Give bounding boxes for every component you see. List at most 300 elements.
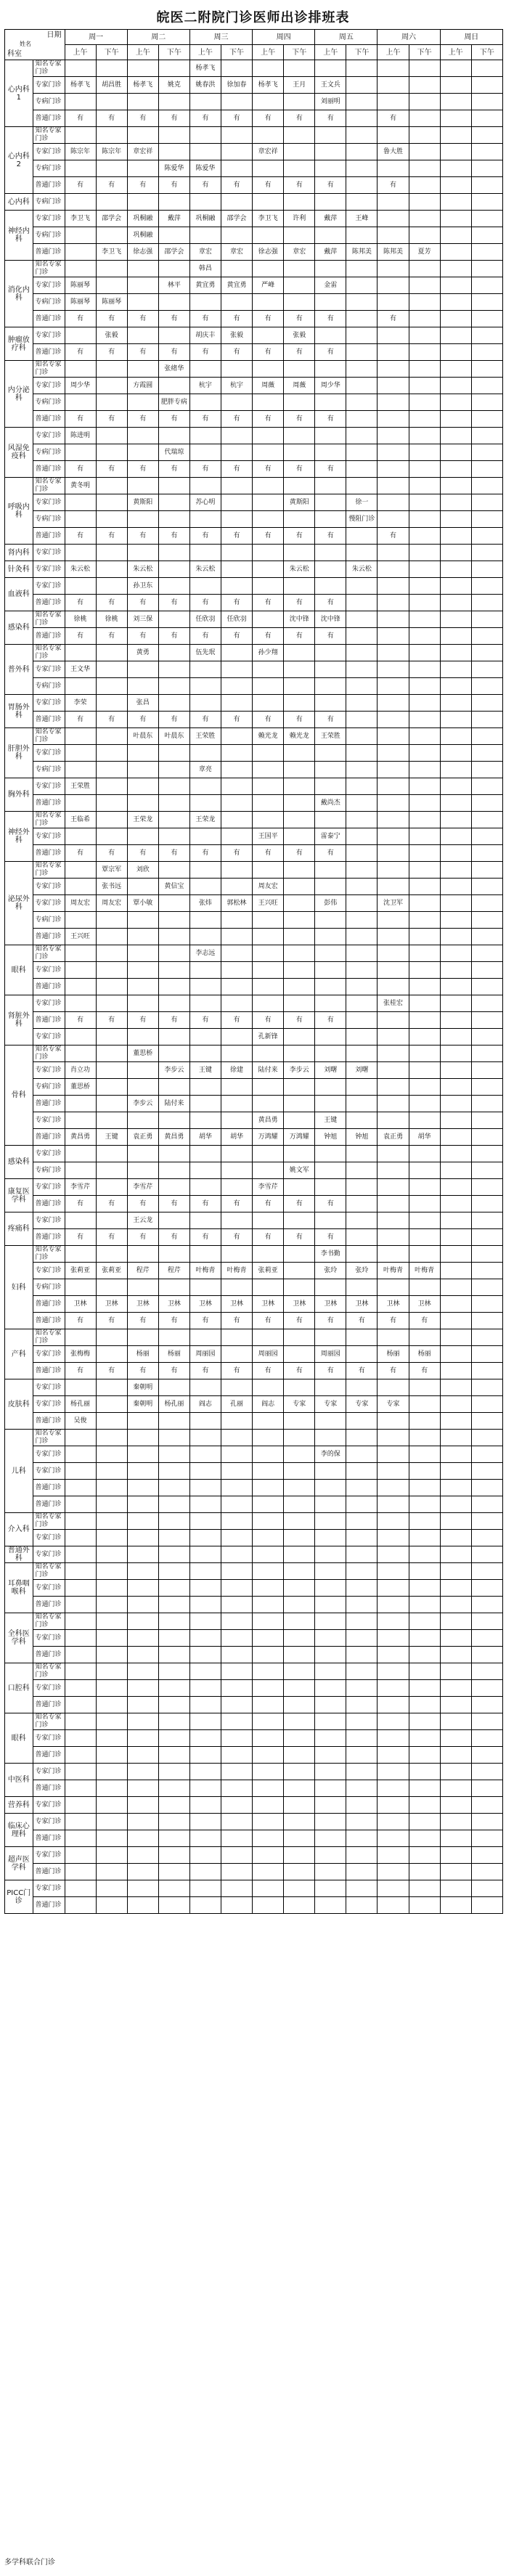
- schedule-cell: [65, 394, 96, 411]
- schedule-cell: [189, 194, 221, 211]
- schedule-cell: 有: [253, 411, 284, 428]
- schedule-cell: [221, 1513, 252, 1530]
- schedule-cell: [440, 1012, 471, 1029]
- schedule-cell: [471, 378, 502, 394]
- schedule-cell: [346, 1196, 378, 1212]
- schedule-cell: [378, 1112, 409, 1129]
- schedule-cell: [378, 261, 409, 277]
- schedule-row: [5, 311, 503, 327]
- schedule-cell: [440, 1212, 471, 1229]
- schedule-cell: 有: [189, 1313, 221, 1329]
- schedule-cell: 阎志: [189, 1396, 221, 1413]
- clinic-type: 知名专家门诊: [33, 645, 65, 661]
- schedule-cell: [158, 127, 189, 144]
- schedule-cell: [253, 1079, 284, 1096]
- schedule-cell: [127, 745, 158, 762]
- schedule-cell: [284, 1613, 315, 1630]
- schedule-cell: [440, 1396, 471, 1413]
- schedule-cell: 张炜: [189, 895, 221, 912]
- clinic-type: 普通门诊: [33, 311, 65, 327]
- schedule-cell: 有: [221, 1363, 252, 1379]
- schedule-cell: 有: [158, 595, 189, 611]
- schedule-cell: [65, 1713, 96, 1730]
- clinic-type: 普通门诊: [33, 1780, 65, 1797]
- clinic-type: 知名专家门诊: [33, 261, 65, 277]
- schedule-cell: [253, 1162, 284, 1179]
- schedule-cell: [284, 1580, 315, 1597]
- schedule-cell: [378, 1329, 409, 1346]
- schedule-cell: [409, 611, 440, 628]
- schedule-cell: [378, 394, 409, 411]
- schedule-cell: [127, 1847, 158, 1864]
- schedule-cell: [96, 227, 127, 244]
- schedule-cell: [409, 1196, 440, 1212]
- schedule-cell: [440, 1747, 471, 1764]
- schedule-cell: 黄斯阳: [127, 494, 158, 511]
- schedule-cell: [158, 60, 189, 77]
- schedule-cell: 有: [315, 461, 346, 478]
- schedule-cell: [440, 1830, 471, 1847]
- schedule-cell: [158, 1563, 189, 1580]
- schedule-cell: [378, 1446, 409, 1463]
- schedule-cell: [127, 778, 158, 795]
- schedule-cell: [471, 1430, 502, 1446]
- schedule-cell: [315, 945, 346, 962]
- schedule-cell: [315, 695, 346, 712]
- schedule-cell: [221, 361, 252, 378]
- schedule-cell: [346, 1046, 378, 1062]
- schedule-cell: [65, 762, 96, 778]
- schedule-cell: 严峰: [253, 277, 284, 294]
- schedule-cell: [284, 1513, 315, 1530]
- schedule-cell: [346, 1830, 378, 1847]
- schedule-cell: [127, 661, 158, 678]
- schedule-cell: 邵学会: [96, 211, 127, 227]
- schedule-cell: [189, 545, 221, 561]
- schedule-cell: [440, 828, 471, 845]
- schedule-cell: [96, 1563, 127, 1580]
- schedule-cell: [96, 277, 127, 294]
- schedule-cell: [346, 1513, 378, 1530]
- schedule-cell: [127, 1480, 158, 1496]
- schedule-cell: 有: [96, 110, 127, 127]
- schedule-cell: [346, 1814, 378, 1830]
- schedule-cell: [189, 1697, 221, 1713]
- schedule-cell: [346, 1430, 378, 1446]
- schedule-cell: [409, 1897, 440, 1914]
- schedule-cell: 有: [189, 1196, 221, 1212]
- schedule-cell: 慢阻门诊: [346, 511, 378, 528]
- schedule-cell: [471, 728, 502, 745]
- schedule-cell: [440, 1613, 471, 1630]
- schedule-cell: [221, 1730, 252, 1747]
- schedule-cell: [315, 1279, 346, 1296]
- schedule-cell: [378, 1480, 409, 1496]
- schedule-row: [5, 1830, 503, 1847]
- schedule-cell: [471, 1229, 502, 1246]
- schedule-cell: 方霞圆: [127, 378, 158, 394]
- schedule-cell: [284, 1446, 315, 1463]
- schedule-row: [5, 1897, 503, 1914]
- schedule-cell: [221, 261, 252, 277]
- schedule-cell: [96, 929, 127, 945]
- clinic-type: 专家门诊: [33, 1112, 65, 1129]
- schedule-row: [5, 1530, 503, 1546]
- clinic-type: 专家门诊: [33, 1446, 65, 1463]
- schedule-cell: [315, 929, 346, 945]
- schedule-cell: [378, 795, 409, 812]
- schedule-row: [5, 1246, 503, 1263]
- schedule-row: [5, 1563, 503, 1580]
- schedule-row: [5, 1730, 503, 1747]
- schedule-row: [5, 1129, 503, 1146]
- schedule-cell: [409, 110, 440, 127]
- schedule-cell: 有: [96, 1363, 127, 1379]
- schedule-cell: [284, 1263, 315, 1279]
- schedule-cell: 杨孔丽: [158, 1396, 189, 1413]
- schedule-cell: [284, 1179, 315, 1196]
- schedule-cell: 有: [346, 1363, 378, 1379]
- schedule-cell: [378, 578, 409, 595]
- schedule-cell: [189, 678, 221, 695]
- schedule-cell: [189, 1630, 221, 1647]
- schedule-row: [5, 110, 503, 127]
- schedule-cell: [253, 194, 284, 211]
- schedule-cell: [471, 995, 502, 1012]
- schedule-cell: 有: [96, 845, 127, 862]
- schedule-cell: [96, 1029, 127, 1046]
- department-name: 妇科: [5, 1246, 33, 1329]
- schedule-cell: [189, 1430, 221, 1446]
- schedule-cell: [471, 528, 502, 545]
- schedule-cell: 覃小敏: [127, 895, 158, 912]
- schedule-cell: [158, 1797, 189, 1814]
- clinic-type: 普通门诊: [33, 1897, 65, 1914]
- schedule-cell: [158, 578, 189, 595]
- clinic-type: 普通门诊: [33, 244, 65, 261]
- schedule-cell: [409, 1496, 440, 1513]
- schedule-row: [5, 929, 503, 945]
- schedule-row: [5, 695, 503, 712]
- schedule-cell: [440, 1296, 471, 1313]
- schedule-cell: [65, 227, 96, 244]
- clinic-type: 专家门诊: [33, 1263, 65, 1279]
- schedule-cell: [253, 1580, 284, 1597]
- schedule-cell: [253, 1797, 284, 1814]
- schedule-cell: [346, 828, 378, 845]
- schedule-row: [5, 1480, 503, 1496]
- schedule-cell: [315, 812, 346, 828]
- schedule-cell: 钟旭: [346, 1129, 378, 1146]
- schedule-cell: [315, 394, 346, 411]
- schedule-cell: 卫林: [284, 1296, 315, 1313]
- schedule-row: [5, 1764, 503, 1780]
- schedule-row: [5, 1613, 503, 1630]
- schedule-cell: [96, 1062, 127, 1079]
- schedule-cell: [378, 1764, 409, 1780]
- schedule-cell: 周友宏: [65, 895, 96, 912]
- schedule-cell: [189, 1379, 221, 1396]
- schedule-cell: 有: [253, 1012, 284, 1029]
- clinic-type: 知名专家门诊: [33, 1046, 65, 1062]
- schedule-cell: [378, 411, 409, 428]
- schedule-cell: [471, 1396, 502, 1413]
- schedule-row: [5, 277, 503, 294]
- schedule-cell: 有: [96, 311, 127, 327]
- schedule-cell: [221, 1697, 252, 1713]
- schedule-cell: [409, 912, 440, 929]
- schedule-row: [5, 1363, 503, 1379]
- schedule-cell: 有: [315, 344, 346, 361]
- schedule-cell: [346, 728, 378, 745]
- schedule-cell: [158, 1864, 189, 1880]
- schedule-cell: [440, 1663, 471, 1680]
- schedule-cell: [158, 611, 189, 628]
- schedule-cell: [189, 127, 221, 144]
- schedule-cell: 有: [284, 1363, 315, 1379]
- schedule-cell: [346, 1563, 378, 1580]
- schedule-cell: 有: [65, 628, 96, 645]
- clinic-type: 普通门诊: [33, 528, 65, 545]
- schedule-cell: [315, 194, 346, 211]
- schedule-cell: [440, 1463, 471, 1480]
- schedule-cell: [65, 1814, 96, 1830]
- schedule-cell: 专家: [346, 1396, 378, 1413]
- schedule-cell: [471, 1296, 502, 1313]
- schedule-cell: 秦朝明: [127, 1396, 158, 1413]
- schedule-row: [5, 1496, 503, 1513]
- schedule-cell: [471, 1830, 502, 1847]
- schedule-cell: [346, 110, 378, 127]
- schedule-cell: [284, 862, 315, 879]
- schedule-cell: 李的保: [315, 1446, 346, 1463]
- schedule-cell: 有: [253, 1196, 284, 1212]
- schedule-cell: 有: [127, 177, 158, 194]
- schedule-cell: [158, 1780, 189, 1797]
- schedule-cell: [96, 812, 127, 828]
- schedule-cell: 叶梅青: [409, 1263, 440, 1279]
- schedule-cell: [378, 1430, 409, 1446]
- schedule-cell: [221, 144, 252, 160]
- schedule-cell: [96, 1346, 127, 1363]
- schedule-cell: [284, 695, 315, 712]
- schedule-row: [5, 94, 503, 110]
- schedule-row: [5, 1162, 503, 1179]
- schedule-cell: [409, 528, 440, 545]
- schedule-cell: [409, 661, 440, 678]
- schedule-cell: 胡庆丰: [189, 327, 221, 344]
- clinic-type: 普通门诊: [33, 1012, 65, 1029]
- schedule-cell: [127, 1747, 158, 1764]
- schedule-cell: [346, 661, 378, 678]
- schedule-cell: [189, 1580, 221, 1597]
- schedule-cell: [65, 1680, 96, 1697]
- schedule-cell: 杨丽: [127, 1346, 158, 1363]
- schedule-cell: [440, 1112, 471, 1129]
- schedule-cell: [471, 912, 502, 929]
- schedule-row: [5, 1079, 503, 1096]
- schedule-cell: [440, 879, 471, 895]
- schedule-cell: [346, 1713, 378, 1730]
- schedule-cell: 有: [409, 1313, 440, 1329]
- schedule-cell: [96, 545, 127, 561]
- schedule-cell: [284, 1546, 315, 1563]
- schedule-cell: 有: [284, 461, 315, 478]
- schedule-cell: 章宏: [284, 244, 315, 261]
- schedule-cell: [346, 428, 378, 444]
- clinic-type: 专家门诊: [33, 1630, 65, 1647]
- schedule-cell: [440, 1880, 471, 1897]
- schedule-cell: 有: [378, 1313, 409, 1329]
- schedule-cell: [284, 912, 315, 929]
- schedule-cell: 王荣龙: [127, 812, 158, 828]
- schedule-cell: [315, 1597, 346, 1613]
- schedule-cell: [127, 277, 158, 294]
- schedule-cell: [158, 795, 189, 812]
- schedule-cell: 彭伟: [315, 895, 346, 912]
- schedule-cell: 张玲: [315, 1263, 346, 1279]
- schedule-cell: [378, 962, 409, 979]
- schedule-cell: [127, 127, 158, 144]
- schedule-cell: [346, 1764, 378, 1780]
- schedule-cell: [221, 1680, 252, 1697]
- schedule-cell: [315, 1212, 346, 1229]
- schedule-cell: [284, 394, 315, 411]
- period-header: 上午: [65, 45, 96, 60]
- schedule-row: [5, 1029, 503, 1046]
- schedule-cell: 有: [65, 461, 96, 478]
- schedule-cell: [284, 127, 315, 144]
- schedule-cell: [189, 578, 221, 595]
- schedule-cell: [189, 995, 221, 1012]
- schedule-cell: [253, 494, 284, 511]
- schedule-cell: 章宏祥: [127, 144, 158, 160]
- schedule-cell: [284, 879, 315, 895]
- schedule-cell: 孙卫东: [127, 578, 158, 595]
- schedule-cell: 有: [158, 1196, 189, 1212]
- schedule-cell: [65, 645, 96, 661]
- schedule-cell: [440, 1647, 471, 1663]
- schedule-cell: [189, 428, 221, 444]
- schedule-cell: [409, 595, 440, 611]
- schedule-cell: [189, 1797, 221, 1814]
- schedule-cell: [96, 762, 127, 778]
- schedule-cell: [189, 1864, 221, 1880]
- schedule-cell: 周薇: [284, 378, 315, 394]
- schedule-cell: [346, 144, 378, 160]
- schedule-cell: [378, 1613, 409, 1630]
- schedule-cell: [158, 1179, 189, 1196]
- schedule-cell: 刘丽明: [315, 94, 346, 110]
- schedule-cell: 有: [378, 110, 409, 127]
- schedule-cell: 苏心明: [189, 494, 221, 511]
- schedule-cell: [65, 1647, 96, 1663]
- schedule-cell: [96, 494, 127, 511]
- schedule-cell: 有: [253, 1229, 284, 1246]
- schedule-cell: [315, 678, 346, 695]
- schedule-cell: [65, 1597, 96, 1613]
- schedule-cell: [158, 762, 189, 778]
- schedule-cell: [96, 728, 127, 745]
- schedule-cell: [346, 545, 378, 561]
- schedule-cell: 戴萍: [158, 211, 189, 227]
- schedule-cell: [471, 444, 502, 461]
- header-corner: [5, 30, 65, 60]
- schedule-cell: [409, 578, 440, 595]
- schedule-cell: [253, 745, 284, 762]
- schedule-cell: 李雪芹: [65, 1179, 96, 1196]
- schedule-cell: [440, 144, 471, 160]
- schedule-cell: 有: [253, 628, 284, 645]
- schedule-cell: [378, 611, 409, 628]
- schedule-cell: [65, 261, 96, 277]
- schedule-cell: 有: [315, 845, 346, 862]
- schedule-cell: [189, 1329, 221, 1346]
- schedule-cell: 张毅: [221, 327, 252, 344]
- schedule-cell: [253, 1697, 284, 1713]
- schedule-cell: 叶梅青: [221, 1263, 252, 1279]
- schedule-cell: [409, 812, 440, 828]
- schedule-cell: [315, 428, 346, 444]
- clinic-type: 专家门诊: [33, 1880, 65, 1897]
- schedule-cell: [96, 912, 127, 929]
- schedule-cell: 有: [378, 1363, 409, 1379]
- schedule-cell: [158, 1847, 189, 1864]
- schedule-cell: [409, 478, 440, 494]
- schedule-cell: [96, 1413, 127, 1430]
- schedule-cell: [409, 1463, 440, 1480]
- schedule-cell: 周丽园: [189, 1346, 221, 1363]
- schedule-cell: [409, 1747, 440, 1764]
- schedule-cell: [378, 695, 409, 712]
- schedule-cell: [471, 979, 502, 995]
- schedule-cell: [440, 411, 471, 428]
- schedule-cell: 朱云松: [189, 561, 221, 578]
- schedule-cell: 有: [65, 344, 96, 361]
- clinic-type: 专家门诊: [33, 1179, 65, 1196]
- schedule-cell: [284, 261, 315, 277]
- schedule-cell: [409, 1730, 440, 1747]
- schedule-cell: 沈中锋: [284, 611, 315, 628]
- schedule-row: [5, 845, 503, 862]
- day-header: 周四: [253, 30, 315, 45]
- schedule-cell: [440, 1446, 471, 1463]
- schedule-cell: [378, 1697, 409, 1713]
- department-name: 心内科: [5, 194, 33, 211]
- schedule-cell: [440, 695, 471, 712]
- schedule-cell: [440, 94, 471, 110]
- clinic-type: 专病门诊: [33, 1162, 65, 1179]
- schedule-row: [5, 294, 503, 311]
- schedule-cell: [378, 929, 409, 945]
- schedule-cell: 有: [253, 595, 284, 611]
- schedule-cell: [221, 778, 252, 795]
- schedule-cell: [96, 1713, 127, 1730]
- schedule-cell: [253, 1463, 284, 1480]
- schedule-cell: [440, 945, 471, 962]
- clinic-type: 普通门诊: [33, 461, 65, 478]
- schedule-cell: [471, 1062, 502, 1079]
- department-name: 儿科: [5, 1430, 33, 1513]
- schedule-cell: [378, 294, 409, 311]
- schedule-row: [5, 728, 503, 745]
- schedule-cell: [409, 1764, 440, 1780]
- schedule-cell: 袁正勇: [127, 1129, 158, 1146]
- schedule-row: [5, 912, 503, 929]
- schedule-cell: [284, 94, 315, 110]
- schedule-cell: [440, 110, 471, 127]
- schedule-cell: 有: [127, 311, 158, 327]
